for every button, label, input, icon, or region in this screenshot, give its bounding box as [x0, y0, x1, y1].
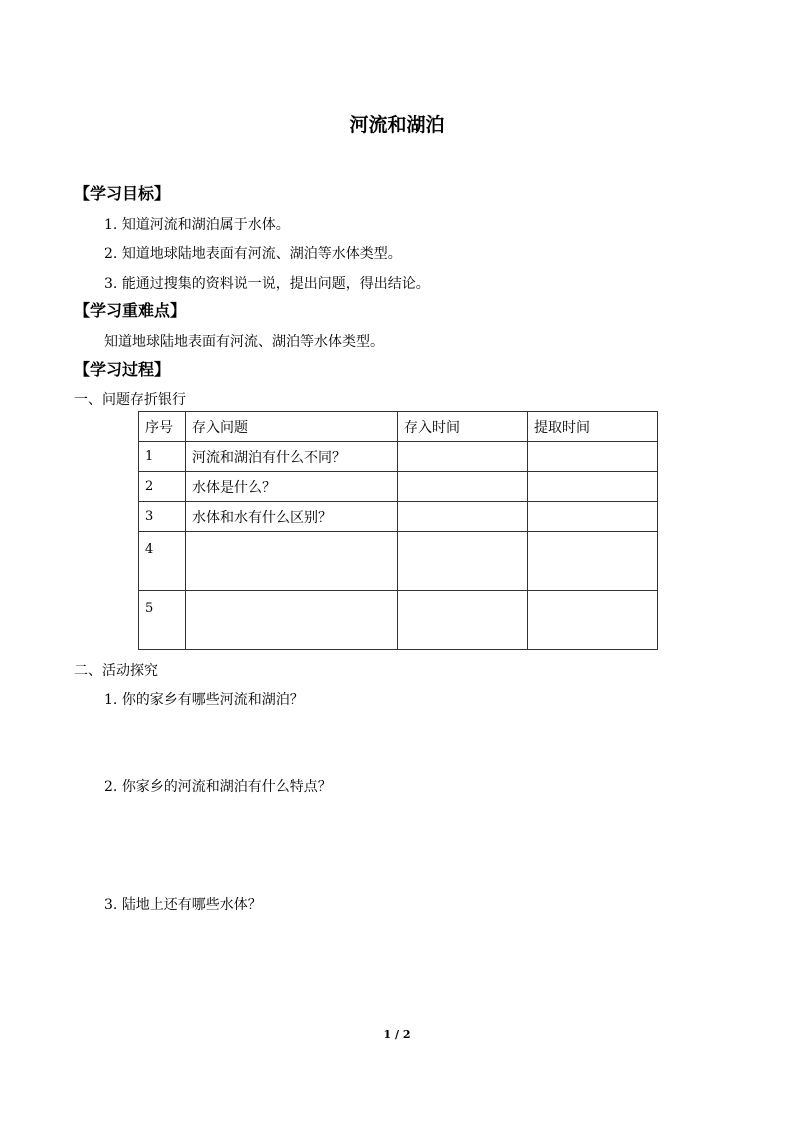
- activity-item: [104, 895, 262, 915]
- goal-item: [104, 244, 402, 264]
- activity-item-number: 2.: [104, 779, 118, 795]
- process-heading: 【学习过程】: [74, 360, 171, 379]
- row-deposit-time: [398, 591, 528, 650]
- table-row: [139, 472, 658, 502]
- row-question: 水体是什么？: [186, 472, 398, 502]
- row-index: 5: [139, 591, 186, 650]
- activity-item: [104, 690, 304, 710]
- row-withdraw-time: [528, 502, 658, 532]
- table-header-row: [139, 412, 658, 442]
- goals-heading: 【学习目标】: [74, 184, 171, 203]
- page-number: 1 / 2: [383, 1028, 411, 1041]
- column-header-deposit-time: 存入时间: [398, 412, 528, 442]
- activity-item-text: 陆地上还有哪些水体？: [121, 897, 262, 913]
- row-deposit-time: [398, 472, 528, 502]
- table-row: [139, 591, 658, 650]
- row-withdraw-time: [528, 532, 658, 591]
- row-deposit-time: [398, 442, 528, 472]
- section-title: 一、问题存折银行: [74, 392, 186, 408]
- table-row: [139, 502, 658, 532]
- row-deposit-time: [398, 502, 528, 532]
- key-points-heading: 【学习重难点】: [74, 301, 187, 320]
- goal-item-number: 2.: [104, 246, 118, 262]
- row-question: [186, 532, 398, 591]
- row-question: 水体和水有什么区别？: [186, 502, 398, 532]
- goal-item-text: 知道河流和湖泊属于水体。: [121, 217, 290, 233]
- document-title: 河流和湖泊: [349, 114, 445, 136]
- activity-item: [104, 777, 332, 797]
- goal-item: [104, 274, 430, 294]
- row-index: 3: [139, 502, 186, 532]
- goal-item-text: 能通过搜集的资料说一说，提出问题，得出结论。: [121, 276, 430, 292]
- section-title: 二、活动探究: [74, 663, 158, 679]
- column-header-question: 存入问题: [186, 412, 398, 442]
- goal-item-number: 1.: [104, 217, 118, 233]
- table-row: [139, 532, 658, 591]
- goal-item-text: 知道地球陆地表面有河流、湖泊等水体类型。: [121, 246, 402, 262]
- table-row: [139, 442, 658, 472]
- column-header-index: 序号: [139, 412, 186, 442]
- row-withdraw-time: [528, 472, 658, 502]
- row-deposit-time: [398, 532, 528, 591]
- column-header-withdraw-time: 提取时间: [528, 412, 658, 442]
- row-withdraw-time: [528, 591, 658, 650]
- row-index: 1: [139, 442, 186, 472]
- question-bank-table: [138, 411, 658, 650]
- activity-item-text: 你的家乡有哪些河流和湖泊？: [121, 692, 304, 708]
- row-question: [186, 591, 398, 650]
- row-withdraw-time: [528, 442, 658, 472]
- key-points-text: 知道地球陆地表面有河流、湖泊等水体类型。: [104, 334, 384, 350]
- goal-item-number: 3.: [104, 276, 118, 292]
- activity-item-text: 你家乡的河流和湖泊有什么特点？: [121, 779, 332, 795]
- row-index: 4: [139, 532, 186, 591]
- goal-item: [104, 215, 290, 235]
- activity-item-number: 3.: [104, 897, 118, 913]
- activity-item-number: 1.: [104, 692, 118, 708]
- row-index: 2: [139, 472, 186, 502]
- row-question: 河流和湖泊有什么不同？: [186, 442, 398, 472]
